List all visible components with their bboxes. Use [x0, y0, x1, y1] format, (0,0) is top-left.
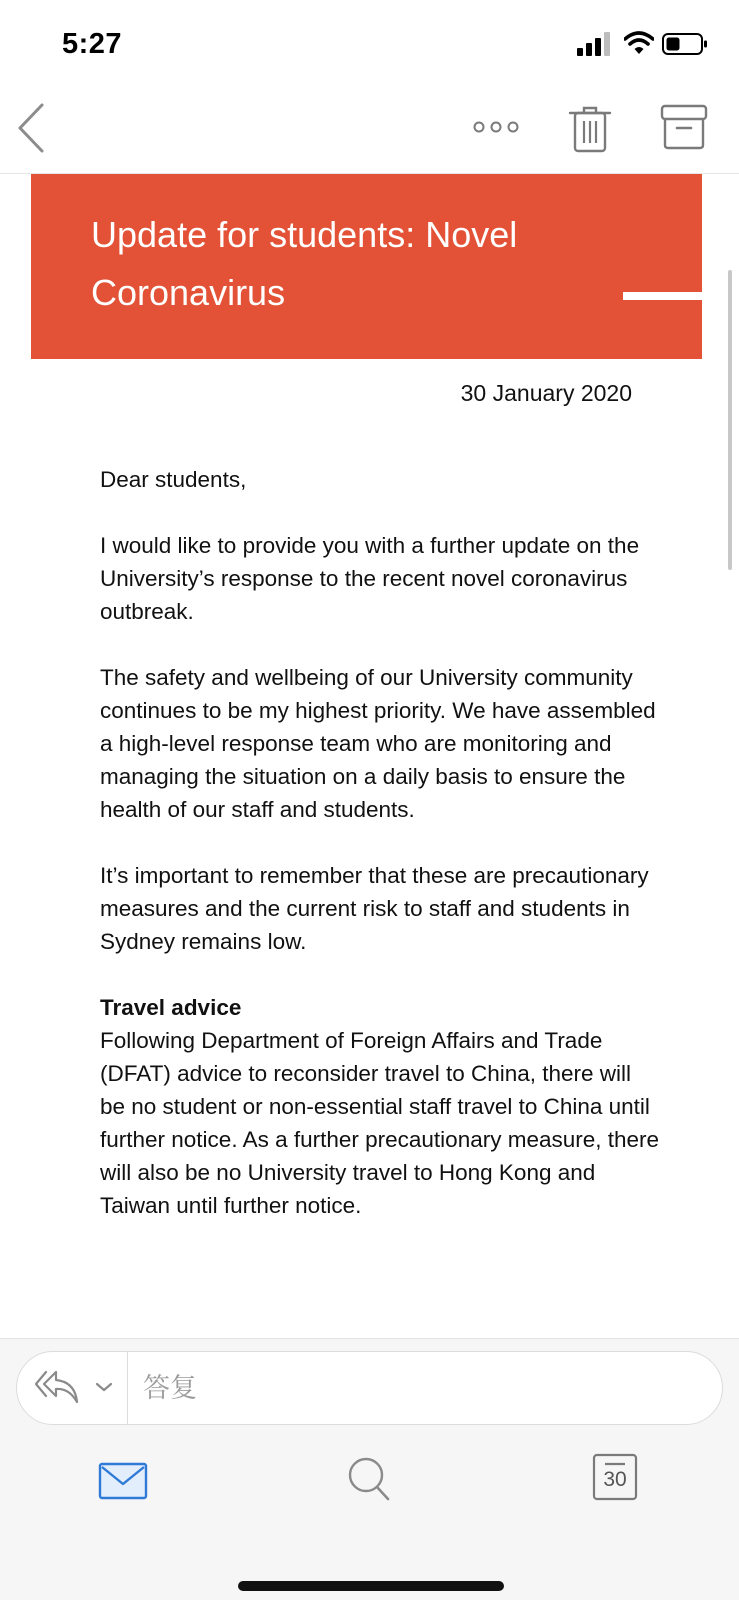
reply-input[interactable] [143, 1362, 703, 1414]
email-date: 30 January 2020 [460, 380, 632, 406]
search-icon[interactable] [346, 1455, 392, 1503]
bottom-area [0, 1338, 739, 1600]
reply-bar [16, 1351, 723, 1425]
travel-advice-section [100, 991, 660, 1222]
travel-advice-text: Following Department of Foreign Affairs and Trade (DFAT) advice to reconsider travel to China, there will be no student or non-essential staff travel to China until further notice. As a further precautionary measure, there will also be no University travel to Hong Kong and Taiwan until further notice. [100, 1028, 660, 1218]
more-icon[interactable] [472, 114, 526, 140]
email-paragraph: I would like to provide you with a further update on the University’s response to the recent novel coronavirus outbreak. [100, 533, 640, 624]
battery-icon [662, 33, 708, 55]
status-time: 5:27 [62, 28, 123, 60]
status-bar [0, 0, 739, 90]
archive-icon[interactable] [660, 104, 708, 150]
cellular-signal-icon [577, 32, 613, 56]
email-paragraph: It’s important to remember that these are precautionary measures and the current risk to staff and students in Sydney remains low. [100, 863, 649, 954]
reply-divider [127, 1352, 128, 1424]
calendar-tab[interactable] [592, 1453, 638, 1501]
scrollbar[interactable] [728, 270, 732, 570]
chevron-down-icon[interactable] [93, 1376, 115, 1398]
message-toolbar [0, 90, 739, 174]
reply-all-icon[interactable] [33, 1368, 81, 1408]
email-body[interactable] [0, 174, 739, 1338]
chevron-left-icon[interactable] [14, 102, 48, 154]
home-indicator[interactable] [238, 1581, 504, 1591]
email-greeting: Dear students, [100, 467, 247, 492]
email-banner-title: Update for students: Novel Coronavirus [91, 214, 518, 313]
calendar-day: 30 [603, 1468, 627, 1491]
email-paragraph: The safety and wellbeing of our University community continues to be my highest priority. We have assembled a high-level response team who are monitoring and managing the situation on a daily basis to ensure the health of our staff and students. [100, 665, 656, 822]
wifi-icon [624, 30, 654, 56]
travel-advice-heading: Travel advice [100, 995, 242, 1020]
email-text [100, 463, 660, 1222]
trash-icon[interactable] [568, 104, 612, 154]
email-banner [31, 174, 702, 359]
mail-icon[interactable] [98, 1461, 148, 1501]
banner-rule [623, 292, 702, 300]
